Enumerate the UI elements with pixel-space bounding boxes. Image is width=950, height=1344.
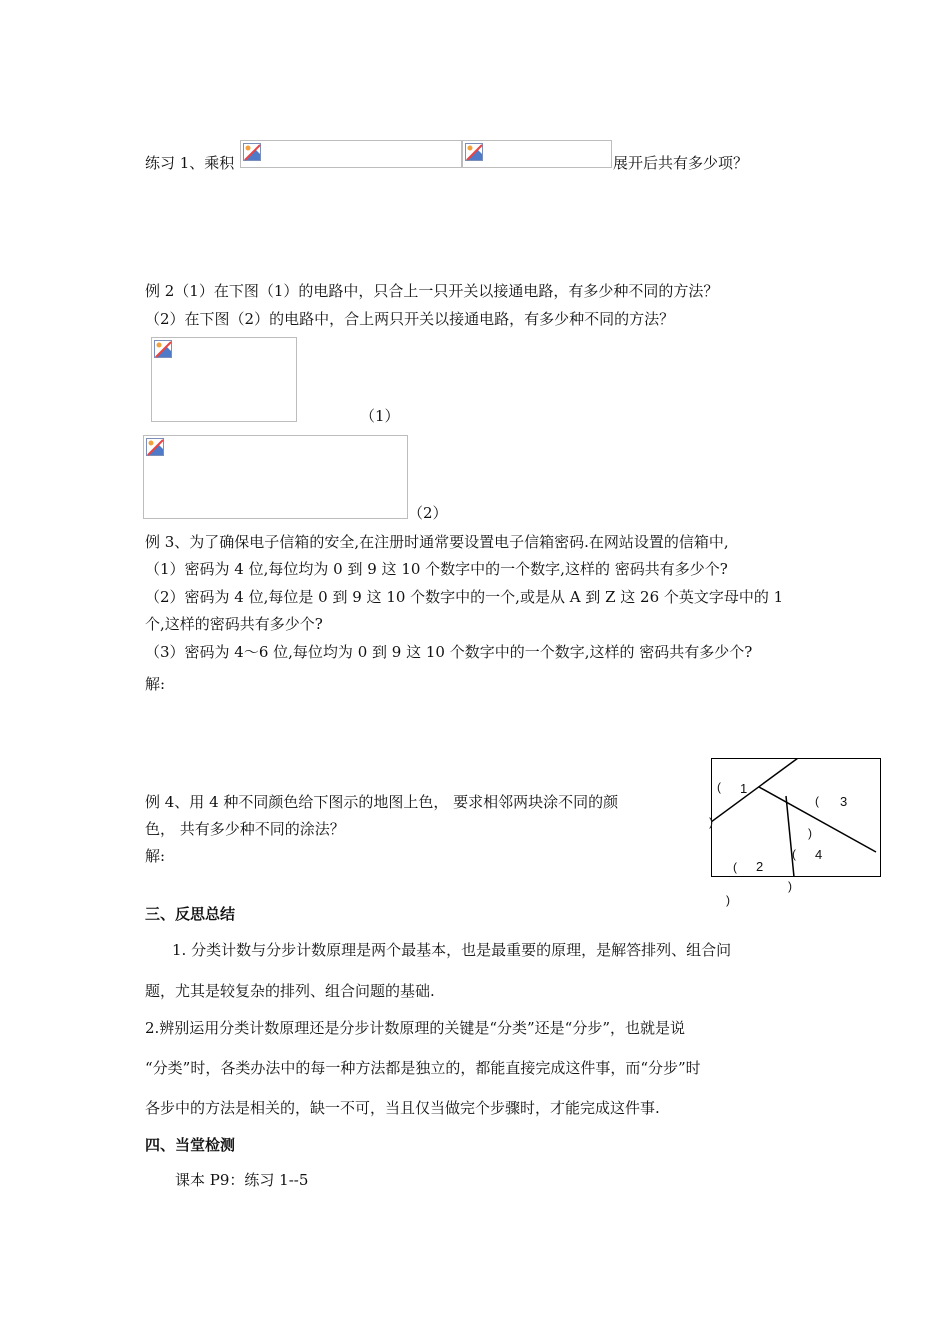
broken-image-icon [243, 143, 261, 161]
example3-line1: 例 3、为了确保电子信箱的安全,在注册时通常要设置电子信箱密码.在网站设置的信箱中, [145, 533, 729, 551]
exercise1-prefix: 练习 1、乘积 [145, 154, 235, 172]
map-paren: ( [792, 847, 796, 861]
section3-heading: 三、反思总结 [145, 905, 236, 923]
example3-solution: 解: [145, 675, 166, 693]
map-paren: ) [808, 826, 812, 840]
exercise1-suffix: 展开后共有多少项？ [613, 154, 749, 172]
section4-heading: 四、当堂检测 [145, 1136, 236, 1154]
map-region-label-4: 4 [815, 847, 823, 862]
example4-line1: 例 4、用 4 种不同颜色给下图示的地图上色， 要求相邻两块涂不同的颜 [145, 793, 619, 811]
map-region-label-3: 3 [840, 794, 848, 809]
section3-p2-line3: 各步中的方法是相关的，缺一不可，当且仅当做完个步骤时，才能完成这件事. [145, 1099, 660, 1117]
section3-p2-line1: 2.辨别运用分类计数原理还是分步计数原理的关键是“分类”还是“分步”，也就是说 [145, 1019, 685, 1037]
section3-p2-line2: “分类”时，各类办法中的每一种方法都是独立的，都能直接完成这件事，而“分步”时 [145, 1059, 701, 1077]
broken-image-icon [465, 143, 483, 161]
map-paren: ( [815, 794, 819, 808]
formula-image-1 [240, 140, 462, 168]
circuit-caption-2: （2） [408, 504, 448, 522]
broken-image-icon [154, 340, 172, 358]
example3-line4: 个,这样的密码共有多少个? [145, 615, 323, 633]
circuit-image-2 [143, 435, 408, 519]
broken-image-icon [146, 438, 164, 456]
section4-content: 课本 P9：练习 1--5 [175, 1171, 309, 1189]
example3-line3: （2）密码为 4 位,每位是 0 到 9 这 10 个数字中的一个,或是从 A 到 Z 这 26 个英文字母中的 1 [145, 588, 784, 606]
map-paren: ( [733, 860, 737, 874]
example3-line5: （3）密码为 4～6 位,每位均为 0 到 9 这 10 个数字中的一个数字,这样的 密码共有多少个? [145, 643, 753, 661]
section3-p1-line1: 1. 分类计数与分步计数原理是两个最基本，也是最重要的原理，是解答排列、组合问 [172, 941, 732, 959]
map-paren: ( [717, 780, 721, 794]
formula-image-2 [462, 140, 612, 168]
example4-solution: 解: [145, 847, 166, 865]
example3-line2: （1）密码为 4 位,每位均为 0 到 9 这 10 个数字中的一个数字,这样的 密码共有多少个? [145, 560, 728, 578]
map-paren: ) [788, 879, 792, 893]
example2-line2: （2）在下图（2）的电路中，合上两只开关以接通电路，有多少种不同的方法？ [145, 310, 675, 328]
example4-line2: 色， 共有多少种不同的涂法？ [145, 820, 345, 838]
map-paren: ) [726, 893, 730, 907]
section3-p1-line2: 题，尤其是较复杂的排列、组合问题的基础. [145, 982, 435, 1000]
circuit-image-1 [151, 337, 297, 422]
map-region-label-1: 1 [740, 781, 748, 796]
map-region-label-2: 2 [756, 859, 764, 874]
example2-line1: 例 2（1）在下图（1）的电路中，只合上一只开关以接通电路，有多少种不同的方法？ [145, 282, 719, 300]
map-paren: ) [709, 815, 713, 829]
circuit-caption-1: （1） [360, 407, 400, 425]
